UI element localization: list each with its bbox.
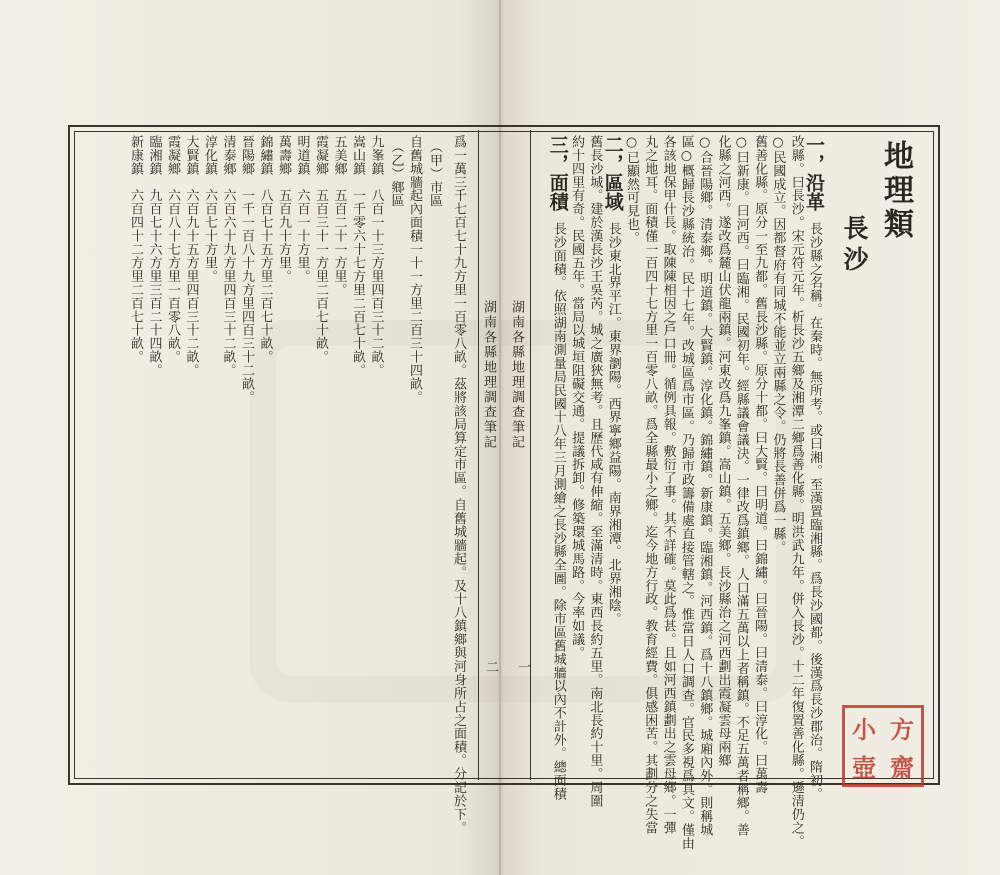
area-row: 自舊城牆起內面積一十一方里二百三十四畝。: [407, 135, 422, 404]
body-text-column: ○合晉陽鄉。清泰鄉。明道鎮。大賢鎮。淳化鎮。錦繡鎮。新康鎮。臨湘鎮。河西鎮。爲十八鎮鄉。城廂內外。則稱城: [697, 135, 713, 837]
area-row: 霞凝鄉 六百八十七方里一百零八畝。: [165, 135, 180, 364]
body-text-column: 區○概歸長沙縣統治。民十七年。改城區爲市區。乃歸市政籌備處直接管轄之。惟當日人口調查。官民多視爲具文。僅由: [678, 135, 694, 850]
area-row: 錦繡鎮 八百七十五方里二百七十畝。: [257, 135, 273, 364]
section-label: （乙）鄉區: [388, 140, 404, 208]
running-title: 湖南各縣地理調查筆記: [509, 300, 524, 450]
body-text-column: 舊長沙城。建於漢長沙王吳芮。城之廣狹無考。且歷代咸有伸縮。至滿清時。東西長約五里。南北長約十里。周圍: [587, 135, 603, 808]
body-text-column: 改縣。曰長沙。宋元符元年。析長沙五鄉及湘潭二鄉爲善化縣。明洪武九年。併入長沙。十二年復置善化縣。遜清仍之。: [788, 135, 804, 848]
area-row: 晉陽鄉 一千一百八十九方里四百三十二畝。: [239, 135, 254, 404]
county-title: 長沙: [840, 215, 869, 277]
seal-char: 壺: [852, 752, 876, 782]
section-label: （甲）市區: [427, 140, 442, 208]
area-row: 淳化鎮 六百七十方里。: [202, 135, 217, 283]
body-text-column: 各該地保甲什長。取陳陳相因之戶口冊。循例具報。敷衍了事。其不詳確。莫此爲甚。且如河西鎮劃出之雲母鄉。一彈: [660, 135, 676, 835]
body-text-column: 長沙東北界平江。東界瀏陽。西界寧鄉益陽。南界湘潭。北界湘陰。: [605, 222, 621, 626]
area-row: 新康鎮 六百四十二方里二百七十畝。: [128, 135, 143, 364]
body-text-column: 化縣之河西。遂改爲麓山伏龍兩鎮。河東改爲九峯鎮。嵩山鎮。五美鄉。長沙縣治之河西劃出霞凝雲母兩鄉: [715, 135, 731, 768]
running-title: 湖南各縣地理調查筆記: [481, 300, 496, 450]
category-title: 地理類: [878, 140, 913, 242]
body-text-column: 舊善化縣。原分一至九都。舊長沙縣。原分十都。曰大賢。曰明道。曰錦繡。曰晉陽。曰清泰。曰淳化。曰萬壽: [752, 135, 768, 795]
section-heading: 三，面積: [546, 135, 569, 211]
area-row: 霞凝鄉 五百三十一方里二百七十畝。: [313, 135, 328, 364]
page-number: 一: [515, 660, 530, 674]
seal-char: 齋: [890, 752, 914, 782]
body-text-column: ○已顯然可見也。: [624, 135, 639, 245]
body-text-column: 長沙縣之名稱。在秦時。無所考。或曰湘。至漢置臨湘縣。爲長沙國都。後漢爲長沙郡治。隋初。: [807, 222, 822, 801]
area-row: 臨湘鎮 九百七十六方里三百二十四畝。: [146, 135, 162, 378]
body-text-column: ○曰新康。曰河西。曰臨湘。民國初年。經縣議會議決。一律改爲鎮鄉。人口滿五萬以上者稱鎮。不足五萬者稱鄉。善: [733, 135, 749, 837]
margin-rule: [478, 130, 479, 780]
area-row: 萬壽鄉 五百九十方里。: [276, 135, 291, 283]
intro-text: 爲一萬三千七百七十九方里一百零八畝。茲將該局算定市區。自舊城牆起。及十八鎮鄉與河身所占之面積。分記於下。: [451, 135, 466, 835]
body-text-column: 長沙面積。依照湖南測量局民國十八年三月測繪之長沙縣全圖。除市區舊城牆以內不計外。總面積: [550, 222, 566, 801]
area-row: 清泰鄉 六百六十九方里四百三十二畝。: [220, 135, 236, 378]
seal-char: 方: [890, 714, 914, 744]
area-row: 嵩山鎮 一千零六十七方里二百七十畝。: [350, 135, 365, 378]
area-row: 九峯鎮 八百一十三方里四百三十二畝。: [368, 135, 384, 378]
page-number: 二: [483, 660, 498, 674]
body-text-column: 丸之地耳。面積僅一百四十七方里一百零八畝。爲全縣最小之鄉。迄今地方行政。教育經費。俱感困苦。其劃分之失當: [642, 135, 658, 835]
section-heading: 一，沿革: [803, 135, 825, 211]
red-seal-stamp: [842, 705, 924, 787]
area-row: 明道鎮 六百一十方里。: [294, 135, 310, 283]
area-row: 大賢鎮 六百九十五方里四百三十二畝。: [183, 135, 199, 378]
margin-rule: [530, 130, 531, 780]
seal-char: 小: [852, 714, 876, 744]
body-text-column: ○民國成立。因都督府有同城不能並立兩縣之令。仍將長善併爲一縣。: [770, 135, 786, 554]
area-row: 五美鄉 五百二十一方里。: [331, 135, 347, 297]
section-heading: 二，區域: [601, 135, 624, 211]
body-text-column: 約十四里有奇。民國五年。當局以城垣阻礙交通。提議拆卸。修築環城馬路。今率如議。: [569, 135, 585, 660]
